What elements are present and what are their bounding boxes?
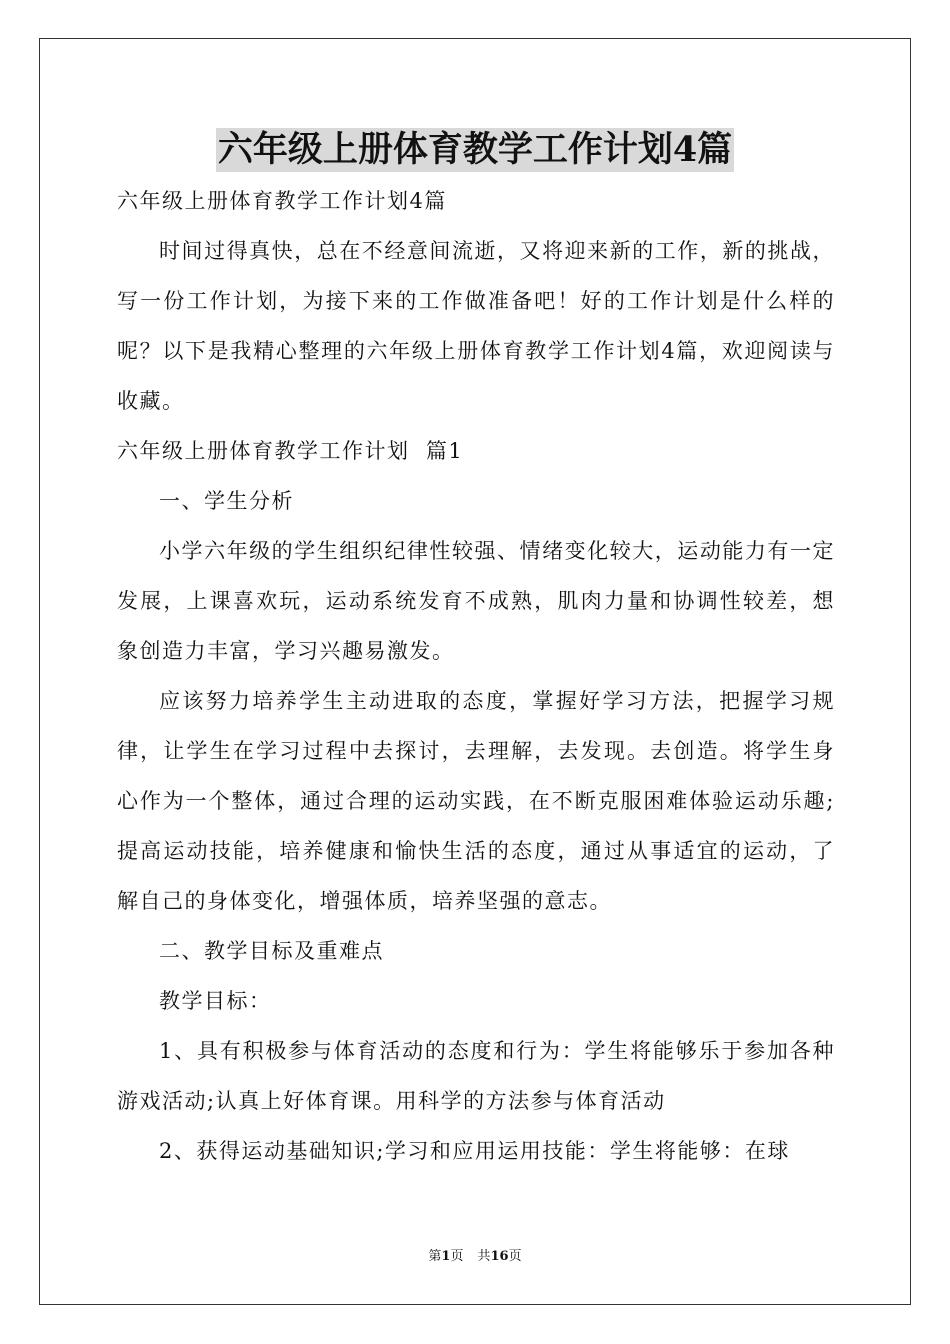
title-container [0, 128, 950, 172]
document-title: 六年级上册体育教学工作计划4篇 [217, 129, 733, 170]
footer-total-prefix: 共 [477, 1249, 491, 1264]
paragraph-goal-2: 2、获得运动基础知识;学习和应用运用技能：学生将能够：在球 [159, 1139, 790, 1163]
paragraph-student-traits: 小学六年级的学生组织纪律性较强、情绪变化较大，运动能力有一定发展，上课喜欢玩，运动系统发育不成熟，肌肉力量和协调性较差，想象创造力丰富，学习兴趣易激发。 [117, 539, 835, 663]
footer-page-prefix: 第 [428, 1249, 442, 1264]
page-footer [0, 1248, 950, 1266]
document-body [117, 176, 835, 1176]
paragraph-goals-label: 教学目标： [159, 989, 272, 1013]
footer-page-number: 1 [441, 1249, 451, 1264]
paragraph-heading-goals: 二、教学目标及重难点 [159, 939, 384, 963]
paragraph-goal-1: 1、具有积极参与体育活动的态度和行为：学生将能够乐于参加各种游戏活动;认真上好体育课。用科学的方法参与体育活动 [117, 1039, 835, 1113]
paragraph-heading-student-analysis: 一、学生分析 [159, 489, 294, 513]
paragraph-section-heading: 六年级上册体育教学工作计划 篇1 [117, 439, 464, 463]
footer-total-suffix: 页 [508, 1249, 522, 1264]
paragraph-subtitle: 六年级上册体育教学工作计划4篇 [117, 189, 447, 213]
paragraph-intro: 时间过得真快，总在不经意间流逝，又将迎来新的工作，新的挑战，写一份工作计划，为接下来的工作做准备吧！好的工作计划是什么样的呢？以下是我精心整理的六年级上册体育教学工作计划4篇，欢迎阅读与收藏。 [117, 239, 835, 413]
paragraph-training-approach: 应该努力培养学生主动进取的态度，掌握好学习方法，把握学习规律，让学生在学习过程中去探讨，去理解，去发现。去创造。将学生身心作为一个整体，通过合理的运动实践，在不断克服困难体验运动乐趣;提高运动技能，培养健康和愉快生活的态度，通过从事适宜的运动，了解自己的身体变化，增强体质，培养坚强的意志。 [117, 689, 835, 913]
footer-total-pages: 16 [490, 1249, 509, 1264]
footer-page-suffix: 页 [450, 1249, 464, 1264]
